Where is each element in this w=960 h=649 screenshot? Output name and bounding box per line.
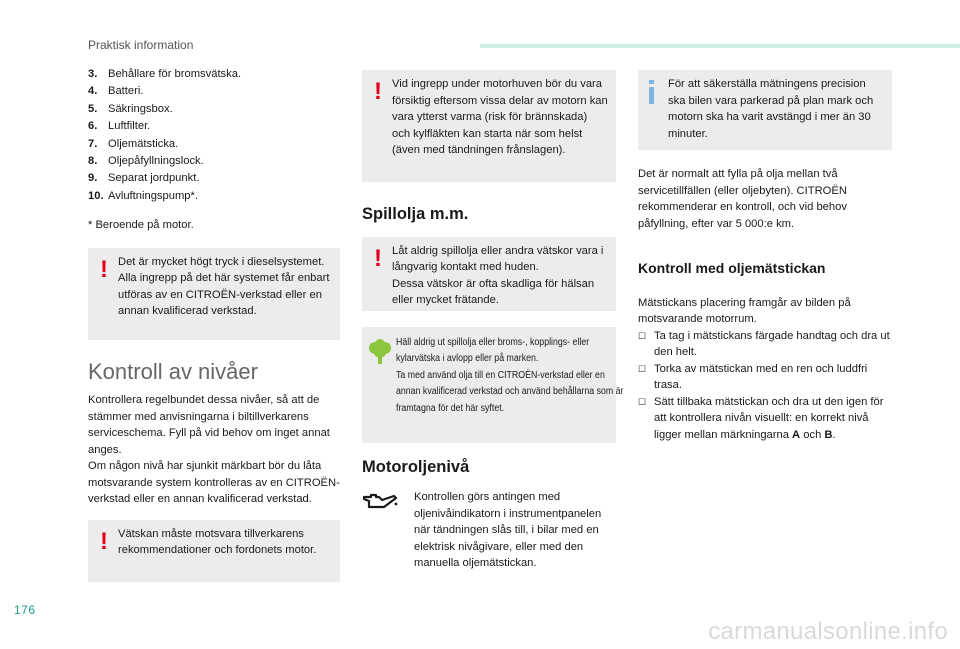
- warning-box-engine: ! Vid ingrepp under motorhuven bör du vara försiktig eftersom vissa delar av motorn kan vara ytterst varma (risk för brännskada) och kylfläkten kan starta när som helst (även med tändningen frånslagen).: [362, 70, 616, 182]
- warning-box-fluid: ! Vätskan måste motsvara tillverkarens rekommendationer och fordonets motor.: [88, 520, 340, 582]
- component-list: [88, 66, 340, 205]
- paragraph: Mätstickans placering framgår av bilden på motsvarande motorrum.: [638, 296, 851, 325]
- column-1: [88, 66, 340, 582]
- section-title-matsticka: Kontroll med oljemätstickan: [638, 260, 826, 276]
- exclamation-icon: !: [374, 244, 382, 272]
- exclamation-icon: !: [374, 78, 382, 105]
- paragraph: Kontrollera regelbundet dessa nivåer, så att de stämmer med anvisningarna i biltillverkarens serviceschema. Fyll på vid behov om inget annat anges.: [88, 394, 330, 456]
- list-item: 3. Behållare för bromsvätska.: [88, 68, 242, 80]
- oil-level-text: Kontrollen görs antingen med oljenivåindikatorn i instrumentpanelen när tändningen slås till, i bilar med en elektrisk nivågivare, eller med den manuella oljemätstickan.: [414, 491, 602, 569]
- paragraph: Det är normalt att fylla på olja mellan två servicetillfällen (eller oljebyten). CITROËN rekommenderar en kontroll, och vid behov påfyllning, efter var 5 000:e km.: [638, 168, 847, 230]
- step-list: [638, 328, 892, 444]
- oil-level-row: [362, 489, 616, 572]
- eco-box: Häll aldrig ut spillolja eller broms-, kopplings- eller kylarvätska i avlopp eller på marken. Ta med använd olja till en CITROËN-verkstad eller en annan kvalificerad verkstad och använd behållarna som är framtagna för det här syftet.: [362, 327, 616, 443]
- header-title: Praktisk information: [88, 38, 194, 52]
- exclamation-icon: !: [100, 255, 108, 283]
- list-item: 8. Oljepåfyllningslock.: [88, 155, 204, 168]
- oil-can-icon: [362, 489, 414, 572]
- column-2: [362, 70, 624, 572]
- list-item: 7. Oljemätsticka.: [88, 137, 179, 150]
- watermark: carmanualsonline.info: [708, 618, 948, 645]
- exclamation-icon: !: [100, 527, 108, 555]
- list-item: ☐ Sätt tillbaka mätstickan och dra ut den igen för att kontrollera nivån visuellt: en korrekt nivå ligger mellan märkningarna A och B.: [638, 394, 892, 444]
- footnote: * Beroende på motor.: [88, 219, 194, 232]
- list-item: 6. Luftfilter.: [88, 120, 151, 133]
- header-bar: [480, 44, 960, 48]
- checkbox-bullet-icon: ☐: [638, 396, 647, 407]
- section-title-spillolja: Spillolja m.m.: [362, 205, 469, 223]
- checkbox-bullet-icon: ☐: [638, 330, 647, 341]
- list-item: 10. Avluftningspump*.: [88, 189, 198, 202]
- column-3: [638, 70, 892, 443]
- warning-box-diesel: ! Det är mycket högt tryck i dieselsystemet. Alla ingrepp på det här systemet får enbart utföras av en CITROËN-verkstad eller en annan kvalificerad verkstad.: [88, 248, 340, 340]
- section-title-motoroljeniva: Motoroljenivå: [362, 457, 470, 476]
- list-item: ☐ Torka av mätstickan med en ren och luddfri trasa.: [638, 361, 892, 394]
- section-title-kontroll: Kontroll av nivåer: [88, 358, 258, 384]
- warning-box-skin: ! Låt aldrig spillolja eller andra vätskor vara i långvarig kontakt med huden. Dessa vätskor är ofta skadliga för hälsan eller mycket frätande.: [362, 237, 616, 311]
- info-box: För att säkerställa mätningens precision ska bilen vara parkerad på plan mark och motorn ska ha varit avstängd i mer än 30 minuter.: [638, 70, 892, 150]
- list-item: 5. Säkringsbox.: [88, 102, 173, 115]
- list-item: 9. Separat jordpunkt.: [88, 172, 200, 185]
- page-number: 176: [14, 603, 36, 617]
- checkbox-bullet-icon: ☐: [638, 363, 647, 374]
- list-item: ☐ Ta tag i mätstickans färgade handtag och dra ut den helt.: [638, 328, 892, 361]
- list-item: 4. Batteri.: [88, 85, 144, 98]
- paragraph: Om någon nivå har sjunkit märkbart bör du låta motsvarande system kontrolleras av en CITROËN-verkstad eller en annan kvalificerad verkstad.: [88, 460, 340, 506]
- info-icon: [648, 80, 656, 106]
- tree-icon: [368, 339, 392, 365]
